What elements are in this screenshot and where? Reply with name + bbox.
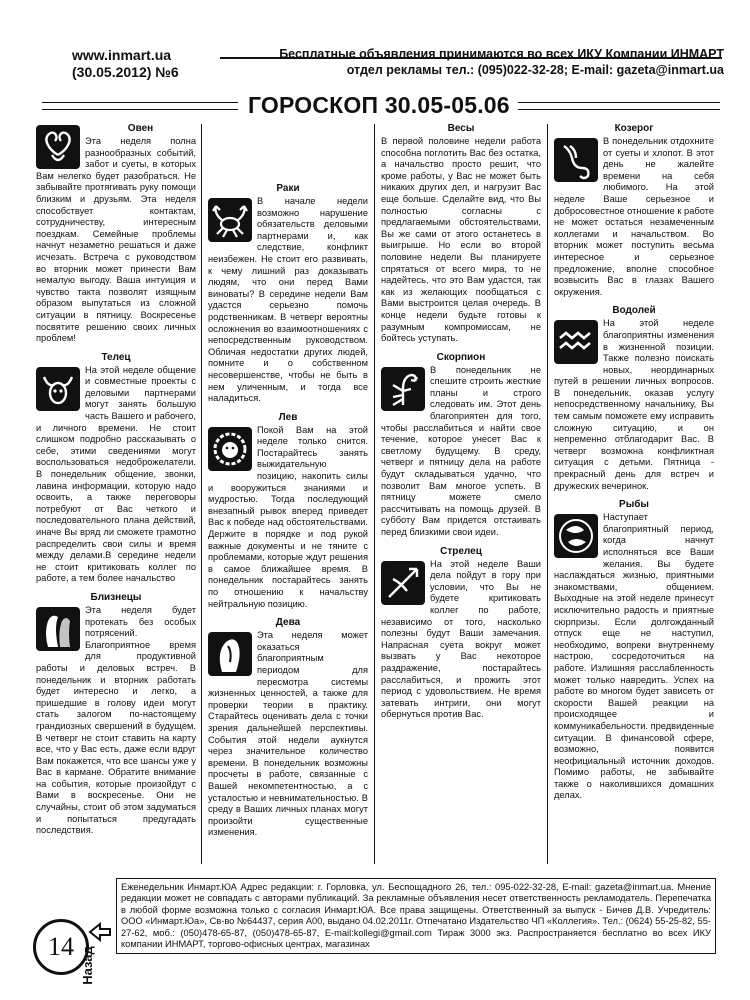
sign-name: Близнецы (90, 591, 142, 603)
sign-section-ryby (554, 499, 714, 802)
ads-line-1: Бесплатные объявления принимаются во всех ИКУ Компании ИНМАРТ (279, 47, 724, 61)
sign-section-strelec (381, 546, 541, 721)
sign-text: В понедельник не спешите строить жесткие планы и строго следовать им. Этот день благоприятен для того, чтобы расслабиться и найти свое течение, которое унесет Вас к светлому будущему. В среду, четверг и пятницу дела на работе будут складываться удачно, что позволит Вам многое успеть. В пятницу можете смело рассчитывать на помощь друзей. В субботу Вам придется отстаивать перед близкими свои идеи. (381, 364, 541, 537)
sign-name: Весы (447, 123, 475, 134)
title-bar (42, 94, 720, 116)
column-1 (36, 123, 196, 865)
sign-text: Покой Вам на этой неделе только снится. Постарайтесь занять выжидательную позицию, накопить силы и вооружиться знаниями и мудростью. Тогда последующий внезапный рывок вперед приведет Вас к победе над обстоятельствами. Держите в порядке и под рукой важные документы и не тяните с проблемами, которые ждут решения в самое ближайшее время. В понедельник постарайтесь занять по отношению к начальству нейтральную позицию. (208, 424, 368, 609)
sign-name: Водолей (612, 305, 656, 317)
sign-name: Козерог (614, 123, 654, 134)
sign-text: Эта неделя может оказаться благоприятным периодом для пересмотра системы жизненных ценностей, а также для проверки теории в практику. Старайтесь оценивать дела с точки зрения дальнейшей перспективы. События этой недели аукнутся через значительное количество времени. В понедельник возможны просчеты в работе, связанные с Вашей некомпетентностью, а с усталостью и невнимательностью. В среду в Ваших личных планах могут произойти существенные изменения. (208, 630, 368, 838)
column-3 (381, 123, 541, 865)
sign-name: Скорпион (436, 351, 486, 363)
crab-icon (208, 198, 252, 242)
sign-text: В понедельник отдохните от суеты и хлопот. В этот день не жалейте времени на себя любимого. На этой неделе Ваше серьезное и добросовестное отношение к работе не может остаться незамеченным коллегами и начальством. Во вторник может поступить весьма интересное и серьезное предложение, вполне способное возвысить Вас в глазах Вашего окружения. (554, 136, 714, 297)
page-header (72, 44, 724, 86)
column-divider (547, 124, 548, 864)
sign-section-deva (208, 617, 368, 839)
ram-icon (36, 125, 80, 169)
column-4 (554, 123, 714, 865)
fish-icon (554, 514, 598, 558)
back-link[interactable] (79, 920, 112, 990)
archer-icon (381, 561, 425, 605)
aquarius-icon (554, 320, 598, 364)
sign-section-kozerog (554, 123, 714, 298)
sign-section-oven (36, 123, 196, 345)
title-rule-left (42, 102, 238, 110)
sign-text: На этой неделе общение и совместные проекты с деловыми партнерами могут занять большую часть Вашего и рабочего, и личного времени. Не стоит слишком подробно рассказывать о себе, этими сведениями могут воспользоваться недоброжелатели. В понедельник общение, звонки, лавина информации, которую надо освоить, а также переговоры потребуют от Вас четкого и последовательного плана действий, иначе Вы вряд ли сможете грамотно распределить свои силы и время между делами.В середине недели не стоит критиковать коллег по работе, а тем более начальство (36, 364, 196, 584)
sign-name: Телец (101, 351, 131, 363)
virgo-icon (208, 632, 252, 676)
sign-section-vesy (381, 123, 541, 345)
sign-text: Эта неделя полна разнообразных событий, забот и суеты, в которых Вам нелегко будет разобраться. Не забывайте протягивать руку помощи близким и друзьям. Эта неделя способствует контактам, сотрудничеству, интересным поездкам. Семейные проблемы начнут незаметно решаться и даже исчезать. Встреча с руководством во вторник может принести Вам немалую выгоду. Ваша интуиция и чувство такта позволят изящным образом выпутаться из сложной ситуации в пятницу. Воскресенье посвятите решению своих личных проблем! (36, 136, 196, 344)
sign-name: Раки (276, 183, 300, 194)
sign-name: Рыбы (619, 499, 649, 511)
sign-text: В начале недели возможно нарушение обязательств деловыми партнерами и, как следствие, конфликт неизбежен. Не стоит его развивать, к чему лишний раз доказывать людям, что они перед Вами виноваты? В середине недели Вам удастся серьезно помочь родственникам. В четверг вероятны осложнения во взаимоотношениях с непосредственным руководством. Обличая недостатки других людей, помните и о собственном несовершенстве, чтобы не быть в нем уличенным, и тогда все наладиться. (208, 196, 368, 404)
sign-text: На этой неделе Ваши дела пойдут в гору при условии, что Вы не будете критиковать коллег по работе, независимо от того, насколько полезны будут Ваши замечания. Напрасная суета вокруг может вызвать у Вас некоторое раздражение, постарайтесь расслабиться, и прожить этот период с удовольствием. Не время затевать интриги, они могут обернуться против Вас. (381, 558, 541, 720)
back-arrow-icon (86, 920, 112, 944)
ads-info (279, 46, 724, 78)
sign-section-raki (208, 183, 368, 405)
bull-icon (36, 367, 80, 411)
issue-date: (30.05.2012) №6 (72, 64, 179, 80)
sign-text: В первой половине недели работа способна поглотить Вас без остатка, а начальство просто решит, что кроме работы, у Вас не может быть никаких других дел, и нагрузит Вас еще больше. Сделайте вид, что Вы полностью согласны с предлагаемыми обстоятельствами, Вы же сами от этого останетесь в выигрыше. Но если во второй половине недели Вы планируете спрятаться от всего мира, то не надейтесь, что это Вам удастся, так как из желающих пообщаться с Вами выстроится целая очередь. В конце недели будьте готовы к разумным компромиссам, не бойтесь уступать. (381, 136, 541, 344)
sign-text: На этой неделе благоприятны изменения в жизненной позиции. Также полезно поискать новых, неординарных путей в решении личных вопросов. В понедельник, оказав услугу непосредственному начальнику, Вы тем самым поможете ему исправить сложную ситуацию, и он непременно отблагодарит Вас. В четверг возможна конфликтная ситуация с детьми. Пятница - прекрасный день для встреч и дружеских вечеринок. (554, 318, 714, 491)
site-url[interactable]: www.inmart.ua (72, 47, 172, 63)
page-title: ГОРОСКОП 30.05-05.06 (248, 92, 510, 118)
lion-icon (208, 427, 252, 471)
column-divider (201, 124, 202, 864)
column-divider (374, 124, 375, 864)
capricorn-icon (554, 138, 598, 182)
sign-name: Овен (127, 123, 154, 134)
page-number: 14 (33, 919, 89, 975)
sign-name: Лев (278, 411, 298, 423)
sign-section-bliznecy (36, 592, 196, 837)
ads-line-2: отдел рекламы тел.: (095)022-32-28; E-mail: gazeta@inmart.ua (346, 63, 724, 77)
sign-text: Наступает благоприятный период, когда начнут исполняться все Ваши желания. Вы будете наслаждаться жизнью, приятными знакомствами, общением. Выходные на этой неделе принесут исключительно радость и приятные сюрпризы. Если долгожданный отпуск еще не наступил, необходимо, вопреки внутреннему настрою, сосредоточиться на работе. Излишняя расслабленность может только навредить. Успех на работе во многом будет зависеть от скорости Вашей реакции на происходящее и коммуникабельности. предвиденные ситуации. В финансовой сфере, возможно, появится неофициальный источник доходов. Помимо работы, не забывайте также о наколившихся домашних делах. (554, 512, 714, 801)
gemini-icon (36, 607, 80, 651)
sign-section-telec (36, 352, 196, 585)
title-rule-right (518, 102, 720, 110)
imprint-footer (116, 878, 720, 988)
column-2 (208, 123, 368, 865)
sign-section-vodoley (554, 305, 714, 492)
scorpion-icon (381, 367, 425, 411)
imprint-text: Еженедельник Инмарт.ЮА Адрес редакции: г. Горловка, ул. Беспощадного 26, тел.: 095-022-32-28, E-mail: gazeta@inmart.ua. Мнение редакции может не совпадать с авторами публикаций. За рекламные объявления несет ответственность рекламодатель. Перепечатка в любой форме возможна только с согласия Инмарт.ЮА. Все права защищены. Ответственный за выпуск - Бичев Д.В. Учредитель: ООО «Инмарт.Юа», Св-во №64437, серия А00, выдано 04.02.2011г. Отпечатано Издательство ЧП «Коллегия». Тел.: (0624) 55-25-82, 55-27-62, моб.: (050)478-65-87, (050)478-65-87, E-mail:kollegi@gmail.com Тираж 3000 экз. Распространяется бесплатно во всех ИКУ компании ИНМАРТ, торгово-офисных центрах, магазинах (121, 882, 711, 950)
back-label: Назад (79, 946, 95, 985)
sign-section-skorpion (381, 352, 541, 539)
imprint-box (116, 878, 716, 954)
sign-text: Эта неделя будет протекать без особых потрясений. Благоприятное время для продуктивной работы и деловых встреч. В понедельник и вторник работать будет интересно и легко, а пришедшие в голову идеи могут стать залогом по-настоящему грандиозных свершений в будущем. В четверг не стоит ставить на карту все, что у Вас есть, даже если вдруг Вам покажется, что все шансы уже у Вас в кармане. Обратите внимание на события, которые произойдут с Вами в воскресенье. Они не случайны, стоит об этом задуматься и попытаться предугадать последствия. (36, 604, 196, 836)
sign-name: Дева (275, 617, 301, 629)
sign-name: Стрелец (440, 545, 482, 557)
sign-section-lev (208, 412, 368, 611)
